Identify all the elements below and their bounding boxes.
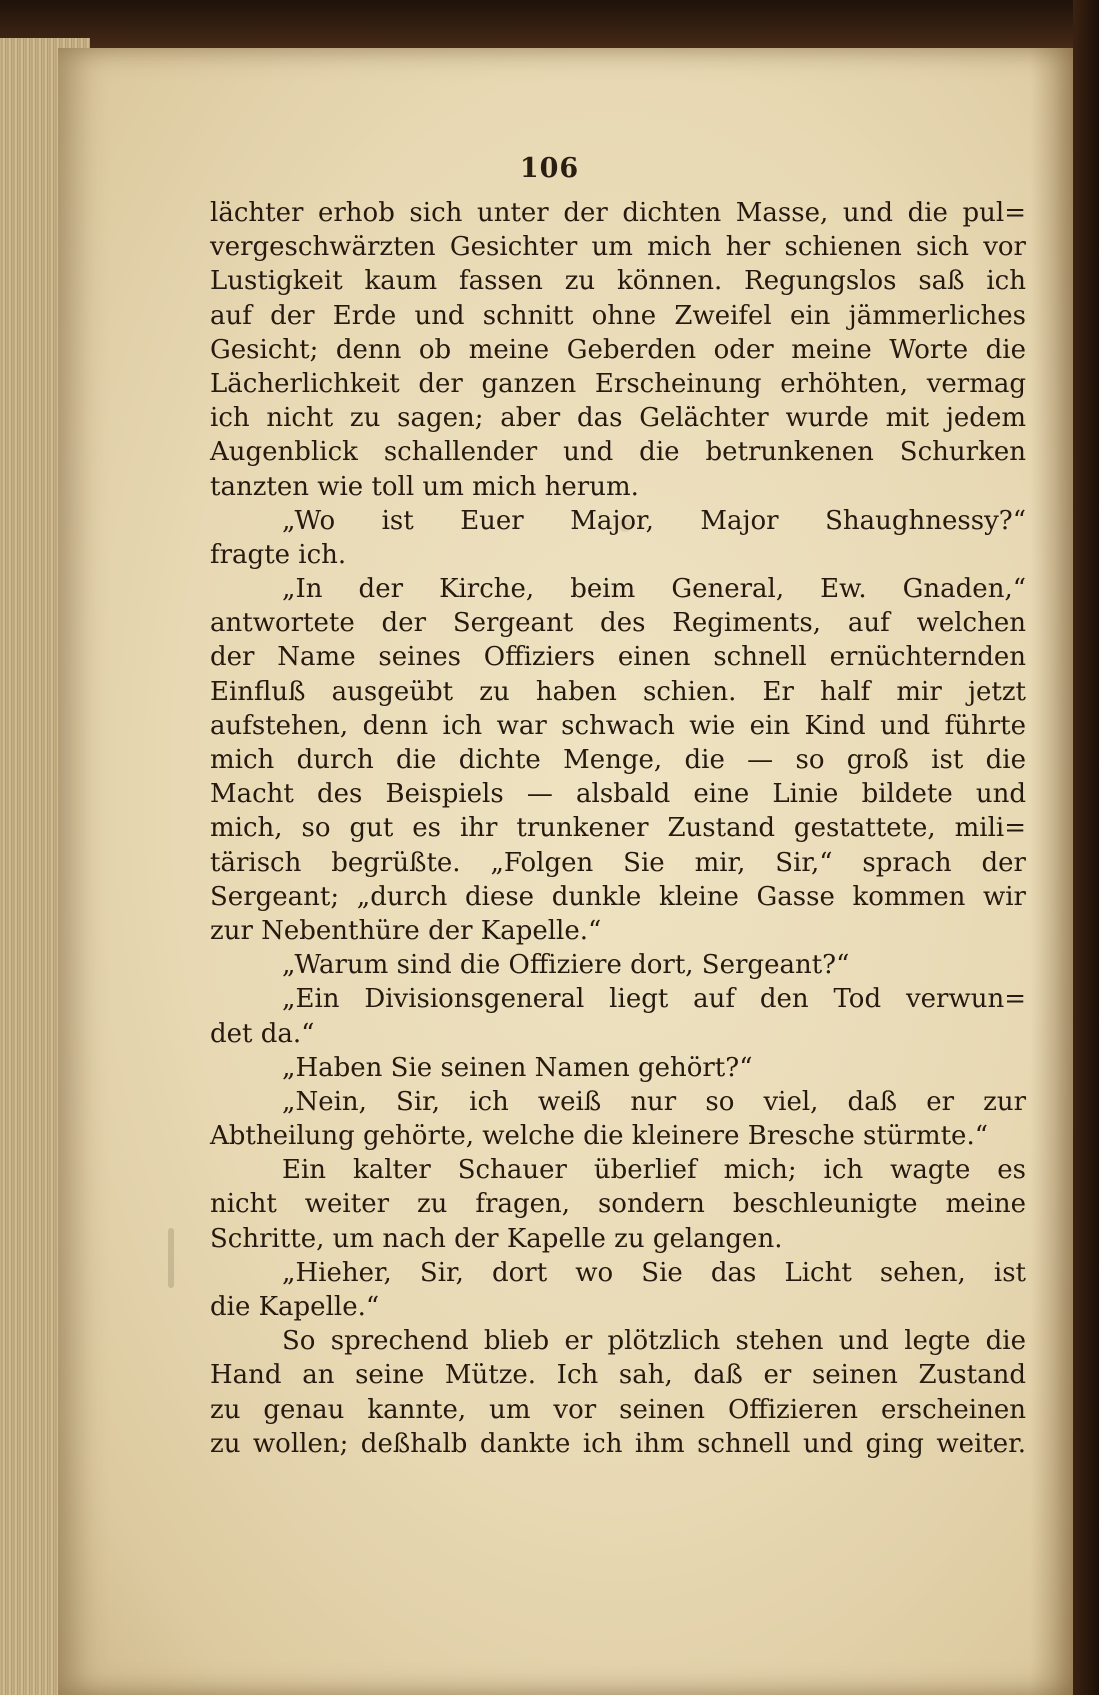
text-line: Sergeant; „durch diese dunkle kleine Gasse kommen wir — [210, 881, 1026, 912]
text-line: tanzten wie toll um mich herum. — [210, 471, 639, 502]
book-cover-top — [0, 0, 1099, 52]
text-line: auf der Erde und schnitt ohne Zweifel ein jämmerliches — [210, 300, 1026, 331]
book-cover-right — [1073, 0, 1099, 1695]
text-line: vergeschwärzten Gesichter um mich her schienen sich vor — [210, 232, 1026, 263]
text-line: nicht weiter zu fragen, sondern beschleunigte meine — [210, 1189, 1026, 1220]
text-line: Macht des Beispiels — alsbald eine Linie bildete und — [210, 779, 1026, 810]
paper-mark — [168, 1228, 174, 1288]
text-line: zu wollen; deßhalb dankte ich ihm schnell und ging weiter. — [210, 1428, 1026, 1459]
text-line: So sprechend blieb er plötzlich stehen und legte die — [282, 1326, 1026, 1357]
text-line: ich nicht zu sagen; aber das Gelächter wurde mit jedem — [210, 403, 1026, 434]
text-line: zur Nebenthüre der Kapelle.“ — [210, 915, 602, 946]
text-line: lächter erhob sich unter der dichten Masse, und die pul= — [210, 198, 1026, 228]
text-line: det da.“ — [210, 1018, 315, 1049]
text-line: zu genau kannte, um vor seinen Offizieren erscheinen — [210, 1394, 1026, 1425]
text-line: „Haben Sie seinen Namen gehört?“ — [282, 1052, 753, 1083]
text-line: Lächerlichkeit der ganzen Erscheinung erhöhten, vermag — [210, 368, 1026, 399]
text-line: „Hieher, Sir, dort wo Sie das Licht sehen, ist — [282, 1257, 1026, 1288]
text-line: die Kapelle.“ — [210, 1292, 380, 1322]
text-line: mich durch die dichte Menge, die — so groß ist die — [210, 745, 1026, 775]
text-line: Einfluß ausgeübt zu haben schien. Er half mir jetzt — [210, 676, 1026, 707]
text-line: mich, so gut es ihr trunkener Zustand gestattete, mili= — [210, 813, 1026, 844]
text-line: Schritte, um nach der Kapelle zu gelangen. — [210, 1223, 783, 1254]
text-line: Ein kalter Schauer überlief mich; ich wagte es — [282, 1155, 1026, 1186]
text-line: „Warum sind die Offiziere dort, Sergeant?“ — [282, 950, 850, 981]
page-gutter — [1030, 48, 1073, 1695]
text-line: Lustigkeit kaum fassen zu können. Regungslos saß ich — [210, 266, 1026, 297]
text-line: „Ein Divisionsgeneral liegt auf den Tod verwun= — [282, 984, 1026, 1015]
page-number: 106 — [519, 153, 580, 184]
text-line: antwortete der Sergeant des Regiments, auf welchen — [210, 608, 1026, 639]
text-line: „Nein, Sir, ich weiß nur so viel, daß er zur — [282, 1086, 1026, 1117]
body-text — [210, 196, 1026, 1461]
text-line: „Wo ist Euer Major, Major Shaughnessy?“ — [282, 505, 1026, 536]
text-line: fragte ich. — [210, 539, 347, 570]
text-line: der Name seines Offiziers einen schnell ernüchternden — [210, 642, 1026, 673]
text-line: Abtheilung gehörte, welche die kleinere Bresche stürmte.“ — [210, 1121, 988, 1152]
text-line: Hand an seine Mütze. Ich sah, daß er seinen Zustand — [210, 1360, 1026, 1391]
text-line: Augenblick schallender und die betrunkenen Schurken — [210, 437, 1026, 468]
text-line: aufstehen, denn ich war schwach wie ein Kind und führte — [210, 710, 1026, 741]
text-line: „In der Kirche, beim General, Ew. Gnaden,“ — [282, 574, 1026, 605]
text-line: Gesicht; denn ob meine Geberden oder meine Worte die — [210, 334, 1026, 365]
text-line: tärisch begrüßte. „Folgen Sie mir, Sir,“ sprach der — [210, 847, 1026, 878]
